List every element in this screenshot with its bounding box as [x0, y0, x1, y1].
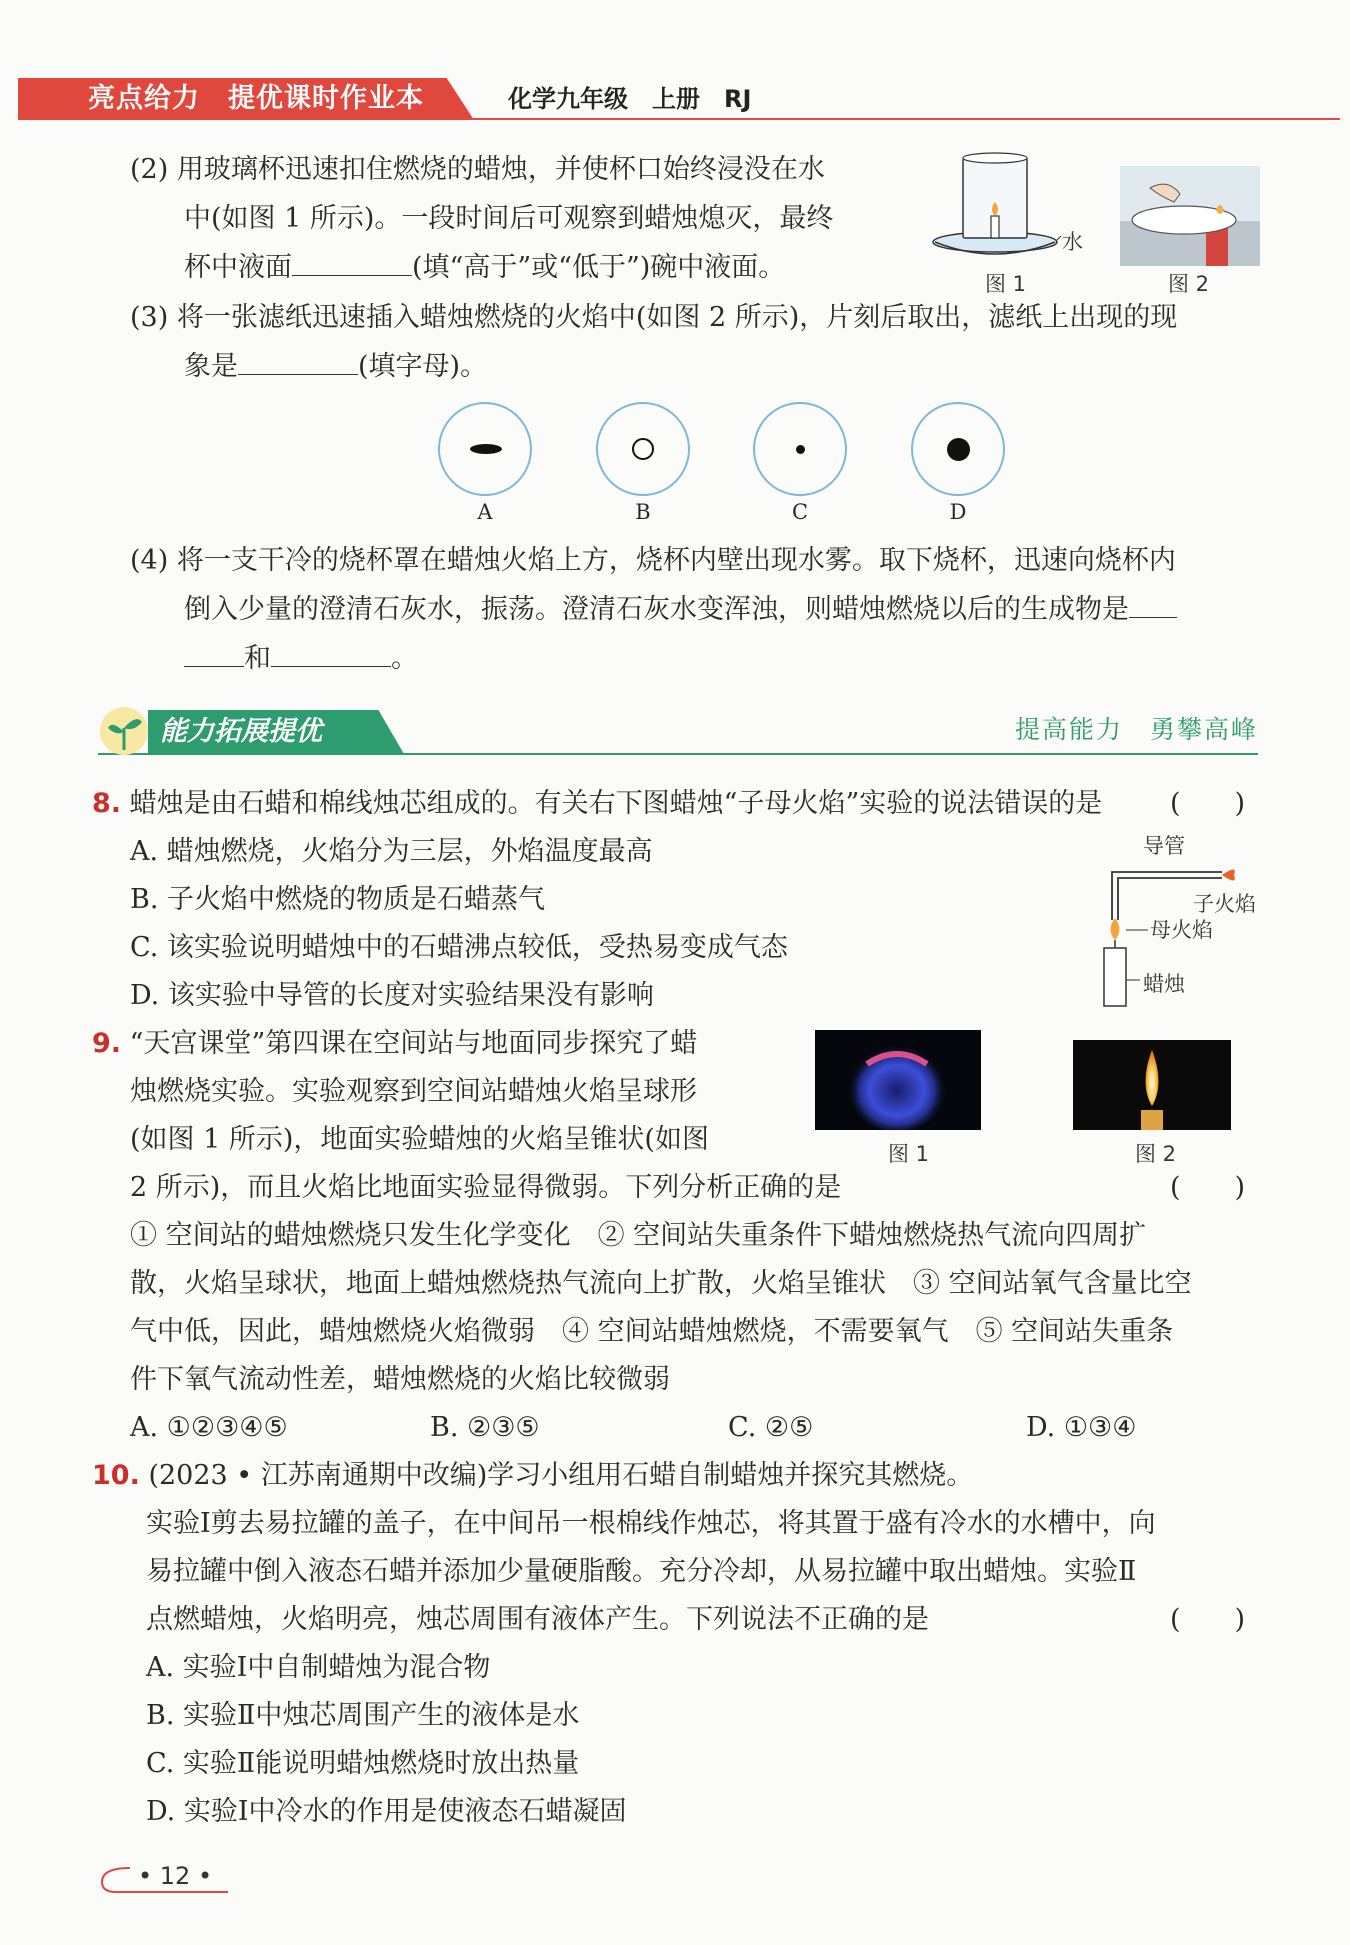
option-a-label: A [477, 500, 493, 524]
q9-option-a: A. ①②③④⑤ [130, 1412, 288, 1443]
q9-option-b: B. ②③⑤ [430, 1412, 540, 1443]
answer-blank[interactable] [292, 245, 412, 276]
large-dot [947, 438, 970, 461]
section-slogan: 提高能力 勇攀高峰 [1014, 715, 1258, 744]
q9-line2: 烛燃烧实验。实验观察到空间站蜡烛火焰呈球形 [130, 1076, 697, 1107]
option-b-label: B [635, 500, 651, 524]
q10-option-a: A. 实验Ⅰ中自制蜡烛为混合物 [146, 1652, 491, 1683]
q8-stem [92, 780, 1102, 828]
q7-p3-line2a: 象是 [184, 351, 238, 382]
q7-p2-line3b: (填“高于”或“低于”)碗中液面。 [412, 252, 786, 283]
option-c-label: C [791, 500, 809, 524]
small-dot [796, 445, 805, 454]
fig-candle-label: 蜡烛 [1143, 972, 1185, 996]
option-d-label: D [949, 500, 967, 524]
fig2-caption: 图 2 [1168, 272, 1210, 296]
q7-p4-line2-text: 倒入少量的澄清石灰水，振荡。澄清石灰水变浑浊，则蜡烛燃烧以后的生成物是 [184, 594, 1129, 625]
q9-line6: 散，火焰呈球状，地面上蜡烛燃烧热气流向上扩散，火焰呈锥状 ③ 空间站氧气含量比空 [130, 1268, 1192, 1299]
q7-p2-line2: 中(如图 1 所示)。一段时间后可观察到蜡烛熄灭，最终 [184, 203, 834, 234]
section-title: 能力拓展提优 [160, 716, 322, 747]
q7-p4-line1: (4) 将一支干冷的烧杯罩在蜡烛火焰上方，烧杯内壁出现水雾。取下烧杯，迅速向烧杯内 [130, 545, 1176, 576]
q7-p4-line3: 和 。 [184, 635, 418, 683]
answer-blank[interactable] [1129, 587, 1177, 618]
elongated-spot [470, 444, 502, 454]
q8-stem-text: 蜡烛是由石蜡和棉线烛芯组成的。有关右下图蜡烛“子母火焰”实验的说法错误的是 [129, 788, 1103, 819]
q9-option-c: C. ②⑤ [728, 1412, 814, 1443]
q7-p3-line2 [184, 343, 487, 391]
q7-p2-line3 [184, 244, 785, 292]
q10-option-d: D. 实验Ⅰ中冷水的作用是使液态石蜡凝固 [146, 1796, 627, 1827]
q10-option-c: C. 实验Ⅱ能说明蜡烛燃烧时放出热量 [146, 1748, 580, 1779]
q9-answer-bracket[interactable]: ( ) [1170, 1172, 1246, 1203]
q7-p2-line1: (2) 用玻璃杯迅速扣住燃烧的蜡烛，并使杯口始终浸没在水 [130, 154, 825, 185]
option-d-filter [911, 402, 1005, 496]
q10-stem [92, 1452, 973, 1500]
q8-answer-bracket[interactable]: ( ) [1170, 788, 1246, 819]
q9-option-d: D. ①③④ [1026, 1412, 1137, 1443]
option-c-filter [753, 402, 847, 496]
figure-glass-over-candle [925, 150, 1115, 270]
figure-filter-paper-flame [1120, 166, 1260, 266]
q10-number: 10. [92, 1460, 140, 1491]
q9-line5: ① 空间站的蜡烛燃烧只发生化学变化 ② 空间站失重条件下蜡烛燃烧热气流向四周扩 [130, 1220, 1147, 1251]
book-title: 亮点给力 提优课时作业本 [88, 83, 424, 114]
fig1-caption: 图 1 [985, 272, 1027, 296]
answer-blank[interactable] [184, 636, 244, 667]
page-number: • 12 • [138, 1862, 213, 1890]
q10-stem-text: (2023 • 江苏南通期中改编)学习小组用石蜡自制蜡烛并探究其燃烧。 [148, 1460, 974, 1491]
q10-option-b: B. 实验Ⅱ中烛芯周围产生的液体是水 [146, 1700, 580, 1731]
q9-line3: (如图 1 所示)，地面实验蜡烛的火焰呈锥状(如图 [130, 1124, 709, 1155]
q9-fig2-caption: 图 2 [1135, 1142, 1177, 1166]
fig-mother-flame-label: 母火焰 [1150, 918, 1213, 942]
fig-child-flame-label: 子火焰 [1193, 892, 1256, 916]
option-b-filter [596, 402, 690, 496]
answer-blank[interactable] [271, 636, 391, 667]
q7-p3-line1: (3) 将一张滤纸迅速插入蜡烛燃烧的火焰中(如图 2 所示)，片刻后取出，滤纸上出现的现 [130, 302, 1178, 333]
q8-option-a: A. 蜡烛燃烧，火焰分为三层，外焰温度最高 [130, 836, 653, 867]
q10-answer-bracket[interactable]: ( ) [1170, 1604, 1246, 1635]
q9-line4: 2 所示)，而且火焰比地面实验显得微弱。下列分析正确的是 [130, 1172, 842, 1203]
q9-line7: 气中低，因此，蜡烛燃烧火焰微弱 ④ 空间站蜡烛燃烧，不需要氧气 ⑤ 空间站失重条 [130, 1316, 1174, 1347]
option-a-filter [438, 402, 532, 496]
q9-line8: 件下氧气流动性差，蜡烛燃烧的火焰比较微弱 [130, 1364, 670, 1395]
q7-p3-line2b: (填字母)。 [358, 351, 488, 382]
q9-fig1-caption: 图 1 [888, 1142, 930, 1166]
q10-line2: 实验Ⅰ剪去易拉罐的盖子，在中间吊一根棉线作烛芯，将其置于盛有冷水的水槽中，向 [146, 1508, 1156, 1539]
q8-option-c: C. 该实验说明蜡烛中的石蜡沸点较低，受热易变成气态 [130, 932, 788, 963]
q8-option-b: B. 子火焰中燃烧的物质是石蜡蒸气 [130, 884, 546, 915]
fig-tube-label: 导管 [1143, 834, 1185, 858]
q10-line3: 易拉罐中倒入液态石蜡并添加少量硬脂酸。充分冷却，从易拉罐中取出蜡烛。实验Ⅱ [146, 1556, 1137, 1587]
q8-number: 8. [92, 788, 122, 819]
q10-line4: 点燃蜡烛，火焰明亮，烛芯周围有液体产生。下列说法不正确的是 [146, 1604, 929, 1635]
q9-line1 [92, 1020, 697, 1068]
answer-blank[interactable] [238, 344, 358, 375]
q9-number: 9. [92, 1028, 122, 1059]
book-subject: 化学九年级 上册 RJ [508, 85, 752, 113]
q8-option-d: D. 该实验中导管的长度对实验结果没有影响 [130, 980, 654, 1011]
q9-line1-text: “天宫课堂”第四课在空间站与地面同步探究了蜡 [129, 1028, 698, 1059]
photo-ground-flame [1073, 1040, 1231, 1130]
photo-space-station-flame [815, 1030, 981, 1130]
ring-mark [632, 438, 654, 460]
sprout-icon [96, 704, 152, 758]
q7-p4-line3-and: 和 [244, 643, 271, 674]
q7-p2-line3a: 杯中液面 [184, 252, 292, 283]
q7-p4-line2 [184, 586, 1177, 634]
fig1-water-label: 水 [1062, 230, 1083, 254]
